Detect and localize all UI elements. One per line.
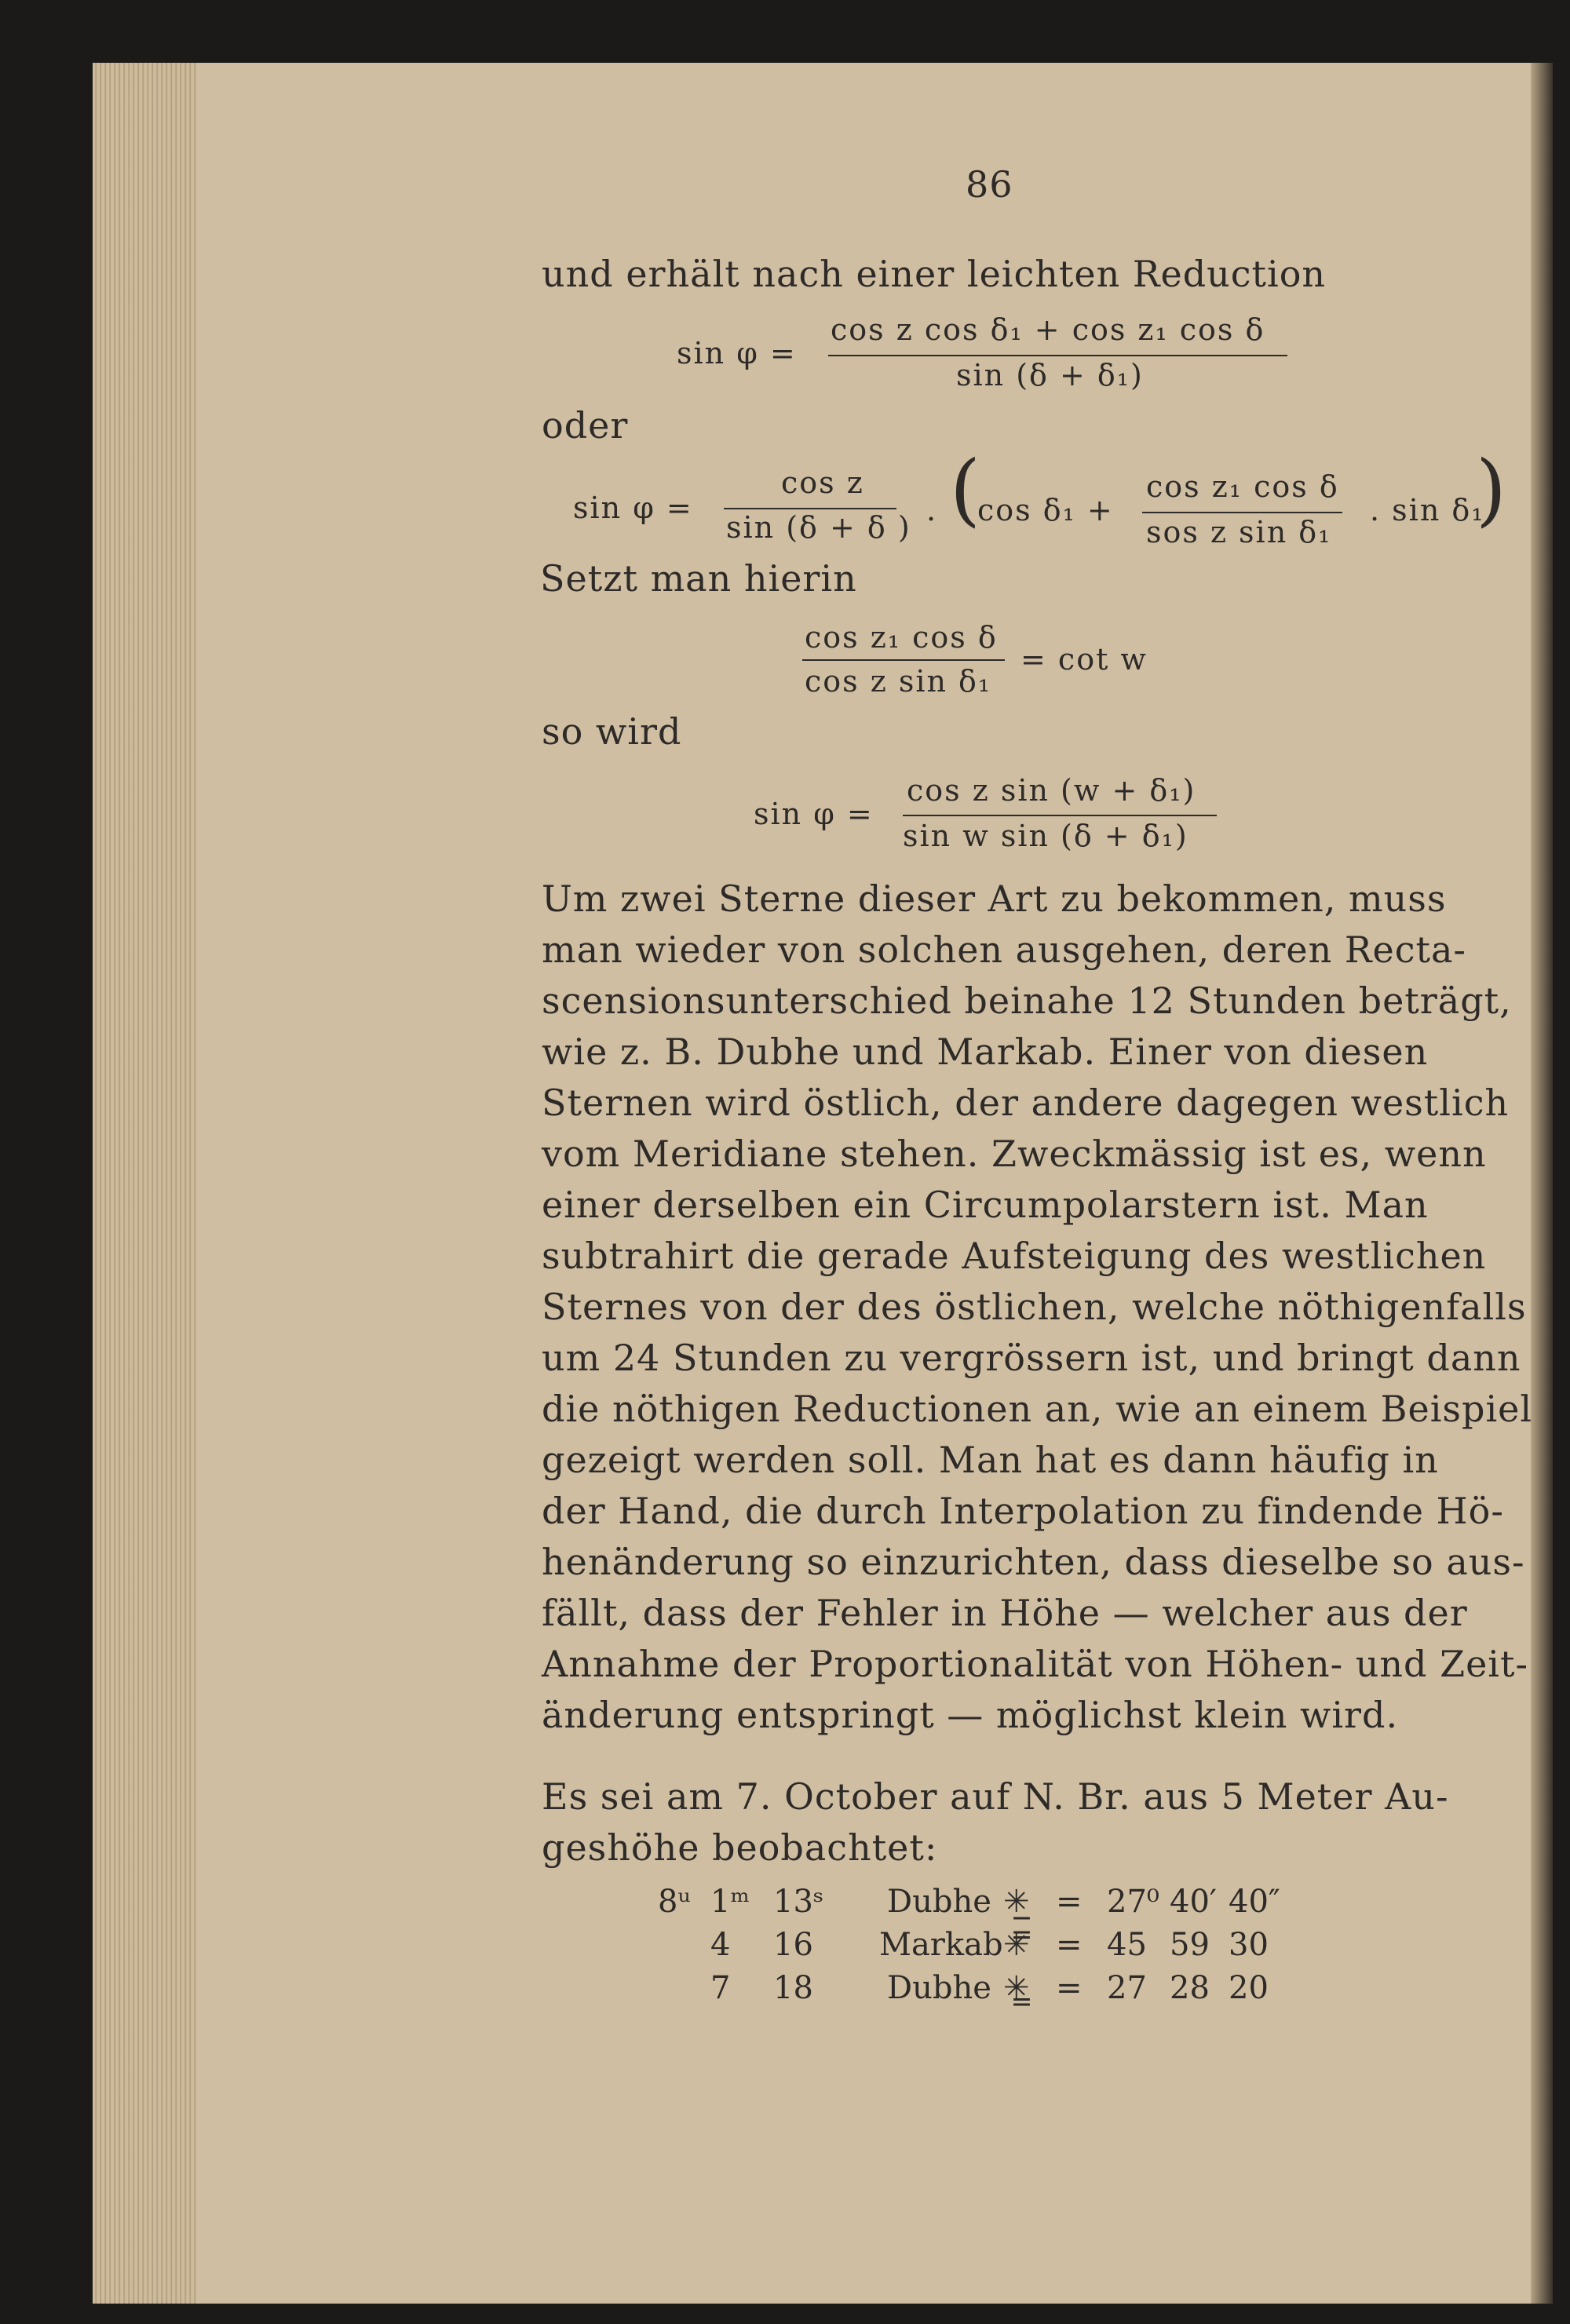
para1-line: fällt, dass der Fehler in Höhe — welcher aus der <box>542 1592 1468 1634</box>
para1-line: henänderung so einzurichten, dass dieselbe so aus- <box>542 1541 1525 1583</box>
setzt-label: Setzt man hierin <box>540 557 857 600</box>
eq2-inner-numerator: cos z₁ cos δ <box>1146 469 1339 504</box>
para2-line: Es sei am 7. October auf N. Br. aus 5 Meter Au- <box>542 1775 1449 1818</box>
eq3-denominator: cos z sin δ₁ <box>805 664 992 699</box>
obs-star: Dubhe <box>887 1970 991 2006</box>
para1-line: Sternes von der des östlichen, welche nöthigenfalls <box>542 1286 1527 1328</box>
obs-degrees: 45 <box>1107 1927 1147 1963</box>
star-symbol-icon: ✳̳ <box>1003 1970 1030 2006</box>
para1-line: um 24 Stunden zu vergrössern ist, und bringt dann <box>542 1337 1521 1379</box>
obs-degrees: 27⁰ <box>1107 1884 1159 1920</box>
eq2-lhs: sin φ = <box>573 491 693 525</box>
eq2-term1: cos δ₁ + <box>977 493 1114 527</box>
para1-line: subtrahirt die gerade Aufsteigung des westlichen <box>542 1235 1487 1277</box>
eq2-frac-numerator: cos z <box>781 465 864 500</box>
obs-equals: = <box>1056 1970 1083 2006</box>
eq2-close-paren: ) <box>1476 443 1507 535</box>
para1-line: die nöthigen Reductionen an, wie an einem Beispiel <box>542 1388 1533 1430</box>
eq1-fraction-bar <box>828 355 1287 356</box>
para1-line: man wieder von solchen ausgehen, deren Recta- <box>542 929 1466 971</box>
obs-arcsec: 40″ <box>1229 1884 1280 1920</box>
obs-seconds: 16 <box>773 1927 813 1963</box>
obs-degrees: 27 <box>1107 1970 1147 2006</box>
eq2-inner-denominator: sos z sin δ₁ <box>1146 515 1332 549</box>
eq3-rhs: = cot w <box>1020 642 1148 677</box>
eq4-fraction-bar <box>903 815 1217 816</box>
eq3-numerator: cos z₁ cos δ <box>805 620 998 655</box>
para1-line: Annahme der Proportionalität von Höhen- und Zeit- <box>542 1643 1529 1685</box>
para1-line: einer derselben ein Circumpolarstern ist. Man <box>542 1184 1429 1226</box>
eq2-dot: . <box>926 493 938 527</box>
obs-equals: = <box>1056 1884 1083 1920</box>
obs-seconds: 18 <box>773 1970 813 2006</box>
para1-line: Sternen wird östlich, der andere dagegen westlich <box>542 1082 1510 1124</box>
eq3-fraction-bar <box>802 659 1005 661</box>
para1-line: wie z. B. Dubhe und Markab. Einer von diesen <box>542 1031 1429 1073</box>
obs-minutes: 4 <box>710 1927 731 1963</box>
obs-minutes: 7 <box>710 1970 731 2006</box>
eq2-frac-denominator: sin (δ + δ ) <box>726 510 911 545</box>
eq1-numerator: cos z cos δ₁ + cos z₁ cos δ <box>831 312 1265 347</box>
obs-equals: = <box>1056 1927 1083 1963</box>
page-gutter-shadow <box>1531 63 1553 2304</box>
eq1-lhs: sin φ = <box>677 336 797 370</box>
para2-line: geshöhe beobachtet: <box>542 1826 938 1869</box>
obs-seconds: 13ˢ <box>773 1884 824 1920</box>
page-number: 86 <box>966 163 1013 206</box>
obs-hours: 8ᵘ <box>658 1884 691 1920</box>
para1-line: Um zwei Sterne dieser Art zu bekommen, muss <box>542 877 1447 920</box>
obs-star: Markab <box>879 1927 1003 1963</box>
eq2-frac-bar <box>724 508 896 509</box>
obs-arcmin: 28 <box>1170 1970 1210 2006</box>
obs-arcmin: 59 <box>1170 1927 1210 1963</box>
page-edges <box>93 63 203 2304</box>
star-symbol-icon: ✳̲ <box>1003 1884 1030 1920</box>
obs-arcmin: 40′ <box>1170 1884 1217 1920</box>
eq4-lhs: sin φ = <box>754 797 874 831</box>
eq1-denominator: sin (δ + δ₁) <box>956 358 1144 392</box>
obs-minutes: 1ᵐ <box>710 1884 750 1920</box>
para1-line: der Hand, die durch Interpolation zu findende Hö- <box>542 1490 1504 1532</box>
oder-label: oder <box>542 404 629 447</box>
eq4-numerator: cos z sin (w + δ₁) <box>907 773 1196 808</box>
obs-star: Dubhe <box>887 1884 991 1920</box>
intro-line: und erhält nach einer leichten Reduction <box>542 253 1327 295</box>
eq2-inner-bar <box>1142 512 1342 513</box>
eq2-tail: . sin δ₁ <box>1370 493 1485 527</box>
so-wird-label: so wird <box>542 710 682 753</box>
obs-arcsec: 30 <box>1229 1927 1269 1963</box>
para1-line: scensionsunterschied beinahe 12 Stunden beträgt, <box>542 980 1512 1022</box>
obs-arcsec: 20 <box>1229 1970 1269 2006</box>
para1-line: änderung entspringt — möglichst klein wird. <box>542 1694 1399 1736</box>
star-symbol-icon: ✳̿ <box>1003 1927 1030 1963</box>
para1-line: vom Meridiane stehen. Zweckmässig ist es, wenn <box>542 1133 1487 1175</box>
eq4-denominator: sin w sin (δ + δ₁) <box>903 819 1188 853</box>
eq2-open-paren: ( <box>950 443 981 535</box>
para1-line: gezeigt werden soll. Man hat es dann häufig in <box>542 1439 1439 1481</box>
